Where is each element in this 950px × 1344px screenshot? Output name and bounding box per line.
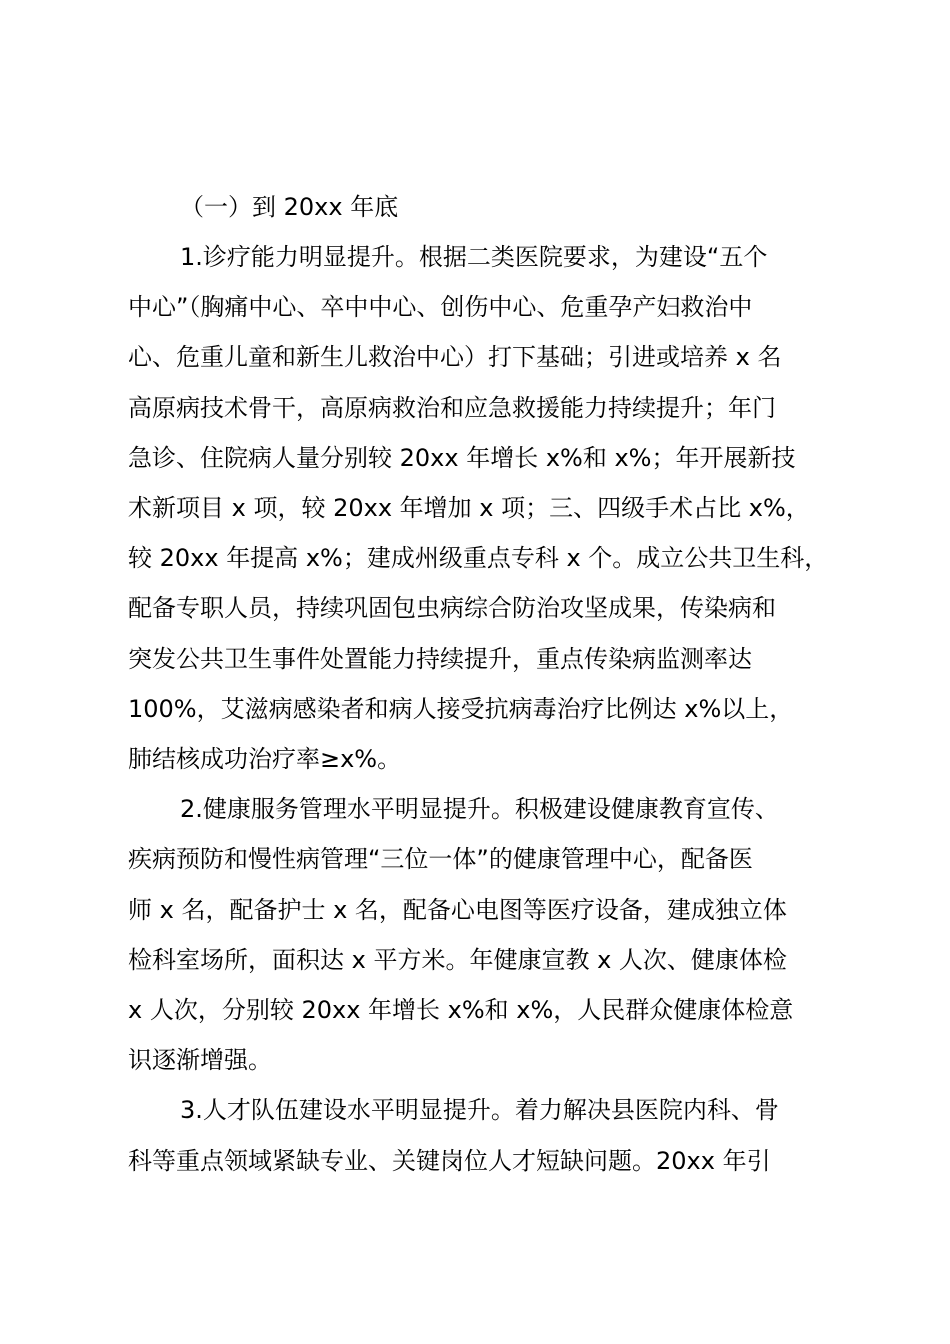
paragraph-1-line: 中心”（胸痛中心、卒中中心、创伤中心、危重孕产妇救治中 xyxy=(128,293,753,321)
paragraph-1-line: 突发公共卫生事件处置能力持续提升，重点传染病监测率达 xyxy=(128,645,752,673)
paragraph-2-line: 检科室场所，面积达 x 平方米。年健康宣教 x 人次、健康体检 xyxy=(128,946,787,974)
paragraph-2-line: x 人次，分别较 20xx 年增长 x%和 x%，人民群众健康体检意 xyxy=(128,996,794,1024)
paragraph-1-line: 肺结核成功治疗率≥x%。 xyxy=(128,745,402,773)
paragraph-2-line: 疾病预防和慢性病管理“三位一体”的健康管理中心，配备医 xyxy=(128,845,753,873)
paragraph-1-line: 配备专职人员，持续巩固包虫病综合防治攻坚成果，传染病和 xyxy=(128,594,776,622)
paragraph-1-line: 100%，艾滋病感染者和病人接受抗病毒治疗比例达 x%以上， xyxy=(128,695,794,723)
paragraph-2-line: 师 x 名，配备护士 x 名，配备心电图等医疗设备，建成独立体 xyxy=(128,896,787,924)
paragraph-1-line: 较 20xx 年提高 x%；建成州级重点专科 x 个。成立公共卫生科， xyxy=(128,544,829,572)
paragraph-2-line: 识逐渐增强。 xyxy=(128,1046,272,1074)
paragraph-1-line: 急诊、住院病人量分别较 20xx 年增长 x%和 x%；年开展新技 xyxy=(128,444,796,472)
paragraph-1-line: 心、危重儿童和新生儿救治中心）打下基础；引进或培养 x 名 xyxy=(128,343,782,371)
section-heading: （一）到 20xx 年底 xyxy=(180,193,399,221)
paragraph-1-line: 高原病技术骨干，高原病救治和应急救援能力持续提升；年门 xyxy=(128,394,776,422)
paragraph-3-line: 科等重点领域紧缺专业、关键岗位人才短缺问题。20xx 年引 xyxy=(128,1147,771,1175)
paragraph-3-line: 3.人才队伍建设水平明显提升。着力解决县医院内科、骨 xyxy=(180,1096,779,1124)
paragraph-2-line: 2.健康服务管理水平明显提升。积极建设健康教育宣传、 xyxy=(180,795,779,823)
paragraph-1-line: 1.诊疗能力明显提升。根据二类医院要求，为建设“五个 xyxy=(180,243,768,271)
paragraph-1-line: 术新项目 x 项，较 20xx 年增加 x 项；三、四级手术占比 x%， xyxy=(128,494,810,522)
